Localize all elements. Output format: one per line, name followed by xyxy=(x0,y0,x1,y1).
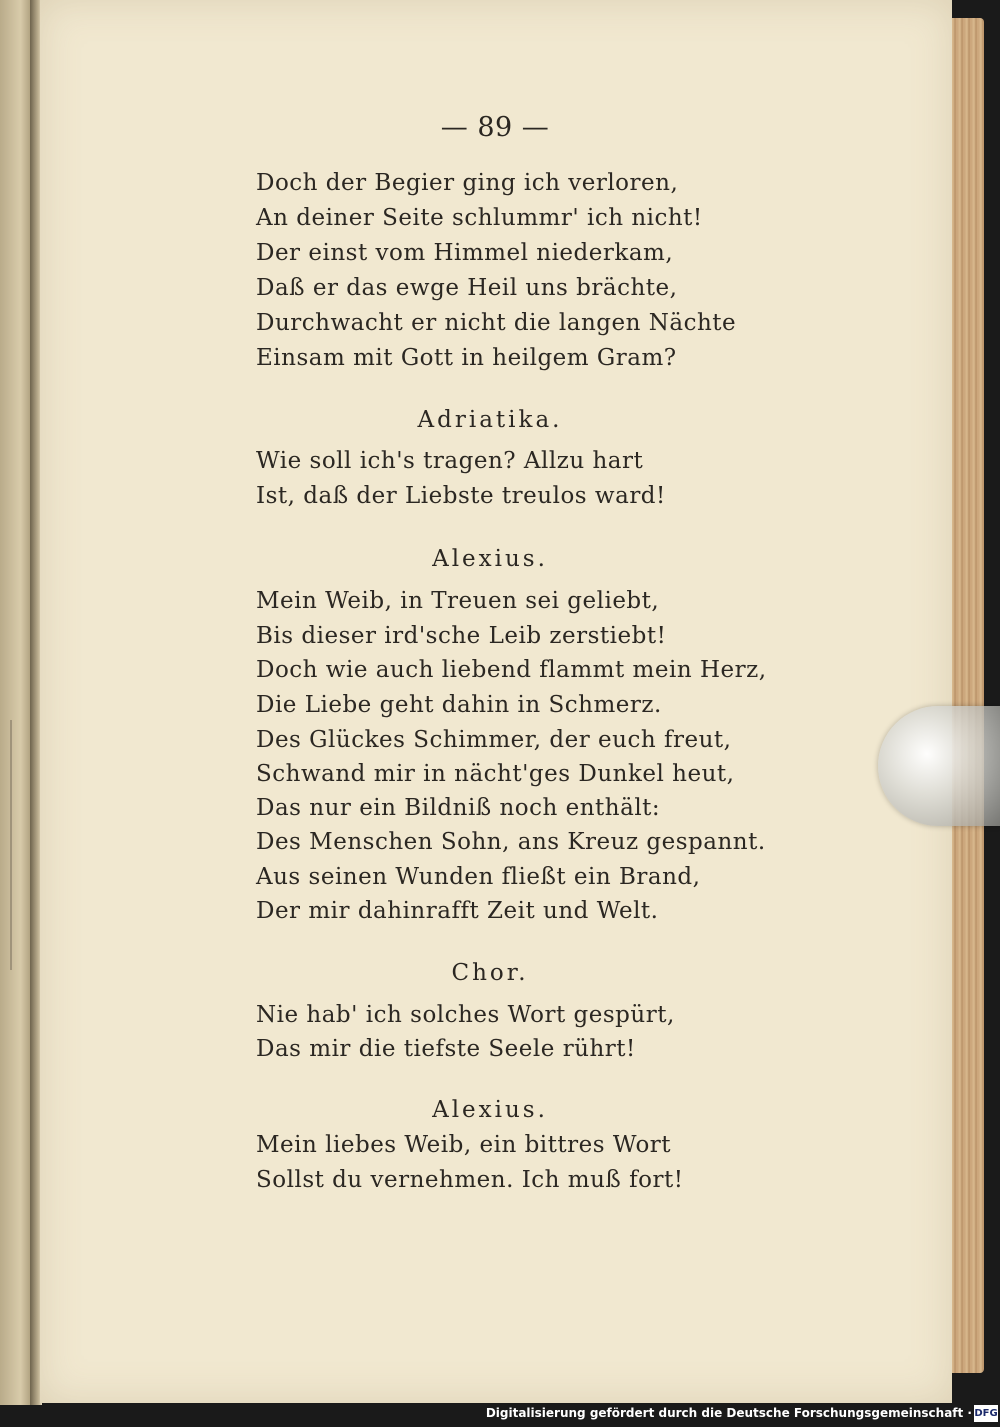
verse-line: Bis dieser ird'sche Leib zerstiebt! xyxy=(256,623,667,649)
verse-line: Doch wie auch liebend flammt mein Herz, xyxy=(256,657,767,683)
page-block-edge xyxy=(950,18,984,1373)
verse-line: Die Liebe geht dahin in Schmerz. xyxy=(256,692,662,718)
dfg-logo: DFG xyxy=(974,1405,998,1422)
verse-line: Sollst du vernehmen. Ich muß fort! xyxy=(256,1167,684,1193)
verse-line: Der mir dahinrafft Zeit und Welt. xyxy=(256,898,659,924)
speaker-heading-chor: Chor. xyxy=(451,960,529,986)
page-number: — 89 — xyxy=(440,112,550,143)
verse-line: Einsam mit Gott in heilgem Gram? xyxy=(256,345,677,371)
verse-line: Durchwacht er nicht die langen Nächte xyxy=(256,310,737,336)
verse-line: Das mir die tiefste Seele rührt! xyxy=(256,1036,636,1062)
verse-line: Aus seinen Wunden fließt ein Brand, xyxy=(256,864,701,890)
speaker-heading-alexius: Alexius. xyxy=(432,546,548,572)
verse-line: Doch der Begier ging ich verloren, xyxy=(256,170,679,196)
binding-thread xyxy=(10,720,26,970)
verse-line: Daß er das ewge Heil uns brächte, xyxy=(256,275,678,301)
glass-page-clip xyxy=(878,706,1000,826)
verse-line: Des Glückes Schimmer, der euch freut, xyxy=(256,727,732,753)
digitization-credit: Digitalisierung gefördert durch die Deutsche Forschungsgemeinschaft · xyxy=(485,1406,972,1420)
verse-line: Der einst vom Himmel niederkam, xyxy=(256,240,674,266)
verse-line: An deiner Seite schlummr' ich nicht! xyxy=(256,205,703,231)
verse-line: Schwand mir in nächt'ges Dunkel heut, xyxy=(256,761,735,787)
verse-line: Ist, daß der Liebste treulos ward! xyxy=(256,483,666,509)
verse-line: Das nur ein Bildniß noch enthält: xyxy=(256,795,661,821)
speaker-heading-adriatika: Adriatika. xyxy=(417,407,563,433)
verse-line: Wie soll ich's tragen? Allzu hart xyxy=(256,448,644,474)
verse-line: Mein Weib, in Treuen sei geliebt, xyxy=(256,588,660,614)
verse-line: Nie hab' ich solches Wort gespürt, xyxy=(256,1002,675,1028)
facing-page-edge xyxy=(0,0,34,1405)
speaker-heading-alexius: Alexius. xyxy=(432,1097,548,1123)
verse-line: Des Menschen Sohn, ans Kreuz gespannt. xyxy=(256,829,766,855)
verse-line: Mein liebes Weib, ein bittres Wort xyxy=(256,1132,672,1158)
